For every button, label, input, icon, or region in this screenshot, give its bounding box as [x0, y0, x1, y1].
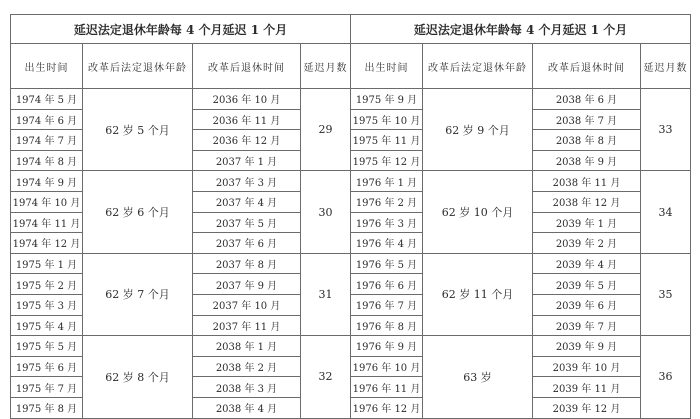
retirement-time-cell: 2039 年 2 月 [533, 233, 641, 254]
table-row [351, 171, 691, 192]
birth-time-cell: 1975 年 1 月 [11, 253, 83, 274]
retirement-age-cell: 62 岁 9 个月 [423, 89, 533, 171]
delay-months-cell: 35 [641, 253, 691, 335]
retirement-time-cell: 2037 年 11 月 [193, 315, 301, 336]
retirement-time-cell: 2039 年 12 月 [533, 397, 641, 418]
delay-months-cell: 34 [641, 171, 691, 253]
retirement-time-cell: 2039 年 5 月 [533, 274, 641, 295]
table-row [11, 336, 351, 357]
retirement-time-cell: 2039 年 6 月 [533, 294, 641, 315]
retirement-time-cell: 2037 年 5 月 [193, 212, 301, 233]
retirement-time-cell: 2039 年 10 月 [533, 356, 641, 377]
retirement-time-cell: 2039 年 7 月 [533, 315, 641, 336]
retirement-age-cell: 62 岁 10 个月 [423, 171, 533, 253]
table-body [11, 89, 351, 419]
birth-time-cell: 1976 年 8 月 [351, 315, 423, 336]
birth-time-cell: 1974 年 11 月 [11, 212, 83, 233]
birth-time-cell: 1976 年 5 月 [351, 253, 423, 274]
retirement-time-cell: 2037 年 3 月 [193, 171, 301, 192]
birth-time-cell: 1975 年 9 月 [351, 89, 423, 110]
retirement-age-cell: 62 岁 5 个月 [83, 89, 193, 171]
retirement-age-cell: 62 岁 7 个月 [83, 253, 193, 335]
birth-time-cell: 1975 年 4 月 [11, 315, 83, 336]
retirement-age-cell: 62 岁 8 个月 [83, 336, 193, 418]
table-panel-right [350, 14, 690, 419]
birth-time-cell: 1975 年 8 月 [11, 397, 83, 418]
table-row [351, 253, 691, 274]
retirement-table-right [350, 14, 691, 419]
retirement-table-left [10, 14, 351, 419]
header-retirement-time: 改革后退休时间 [533, 44, 641, 89]
retirement-time-cell: 2039 年 1 月 [533, 212, 641, 233]
birth-time-cell: 1974 年 6 月 [11, 109, 83, 130]
retirement-time-cell: 2037 年 9 月 [193, 274, 301, 295]
retirement-time-cell: 2039 年 11 月 [533, 377, 641, 398]
delay-months-cell: 32 [301, 336, 351, 418]
table-panel-left [10, 14, 350, 419]
birth-time-cell: 1975 年 6 月 [11, 356, 83, 377]
retirement-time-cell: 2038 年 1 月 [193, 336, 301, 357]
birth-time-cell: 1974 年 12 月 [11, 233, 83, 254]
table-row [351, 89, 691, 110]
retirement-time-cell: 2037 年 10 月 [193, 294, 301, 315]
retirement-time-cell: 2038 年 9 月 [533, 150, 641, 171]
delay-months-cell: 33 [641, 89, 691, 171]
birth-time-cell: 1975 年 10 月 [351, 109, 423, 130]
birth-time-cell: 1974 年 10 月 [11, 191, 83, 212]
header-delay-months: 延迟月数 [301, 44, 351, 89]
header-birth-time: 出生时间 [351, 44, 423, 89]
birth-time-cell: 1976 年 10 月 [351, 356, 423, 377]
table-row [11, 89, 351, 110]
birth-time-cell: 1976 年 2 月 [351, 191, 423, 212]
table-title: 延迟法定退休年龄每 4 个月延迟 1 个月 [351, 15, 691, 44]
retirement-time-cell: 2037 年 1 月 [193, 150, 301, 171]
table-row [11, 253, 351, 274]
birth-time-cell: 1974 年 8 月 [11, 150, 83, 171]
birth-time-cell: 1975 年 12 月 [351, 150, 423, 171]
birth-time-cell: 1976 年 1 月 [351, 171, 423, 192]
retirement-age-cell: 62 岁 11 个月 [423, 253, 533, 335]
header-retirement-age: 改革后法定退休年龄 [83, 44, 193, 89]
delay-months-cell: 36 [641, 336, 691, 418]
header-retirement-age: 改革后法定退休年龄 [423, 44, 533, 89]
birth-time-cell: 1974 年 7 月 [11, 130, 83, 151]
birth-time-cell: 1976 年 4 月 [351, 233, 423, 254]
retirement-time-cell: 2037 年 6 月 [193, 233, 301, 254]
retirement-time-cell: 2036 年 10 月 [193, 89, 301, 110]
header-retirement-time: 改革后退休时间 [193, 44, 301, 89]
birth-time-cell: 1976 年 9 月 [351, 336, 423, 357]
retirement-time-cell: 2039 年 4 月 [533, 253, 641, 274]
birth-time-cell: 1976 年 3 月 [351, 212, 423, 233]
retirement-time-cell: 2038 年 7 月 [533, 109, 641, 130]
header-birth-time: 出生时间 [11, 44, 83, 89]
retirement-time-cell: 2039 年 9 月 [533, 336, 641, 357]
retirement-time-cell: 2038 年 3 月 [193, 377, 301, 398]
retirement-time-cell: 2038 年 8 月 [533, 130, 641, 151]
birth-time-cell: 1976 年 11 月 [351, 377, 423, 398]
birth-time-cell: 1975 年 3 月 [11, 294, 83, 315]
birth-time-cell: 1976 年 12 月 [351, 397, 423, 418]
birth-time-cell: 1976 年 7 月 [351, 294, 423, 315]
birth-time-cell: 1975 年 5 月 [11, 336, 83, 357]
retirement-time-cell: 2038 年 12 月 [533, 191, 641, 212]
birth-time-cell: 1976 年 6 月 [351, 274, 423, 295]
birth-time-cell: 1974 年 5 月 [11, 89, 83, 110]
retirement-time-cell: 2038 年 4 月 [193, 397, 301, 418]
delay-months-cell: 30 [301, 171, 351, 253]
delay-months-cell: 29 [301, 89, 351, 171]
retirement-age-cell: 62 岁 6 个月 [83, 171, 193, 253]
table-row [351, 336, 691, 357]
birth-time-cell: 1975 年 11 月 [351, 130, 423, 151]
table-title: 延迟法定退休年龄每 4 个月延迟 1 个月 [11, 15, 351, 44]
birth-time-cell: 1975 年 7 月 [11, 377, 83, 398]
retirement-time-cell: 2037 年 8 月 [193, 253, 301, 274]
table-row [11, 171, 351, 192]
header-delay-months: 延迟月数 [641, 44, 691, 89]
retirement-time-cell: 2037 年 4 月 [193, 191, 301, 212]
retirement-time-cell: 2036 年 12 月 [193, 130, 301, 151]
birth-time-cell: 1975 年 2 月 [11, 274, 83, 295]
table-body [351, 89, 691, 419]
retirement-time-cell: 2038 年 11 月 [533, 171, 641, 192]
retirement-time-cell: 2038 年 6 月 [533, 89, 641, 110]
retirement-time-cell: 2038 年 2 月 [193, 356, 301, 377]
retirement-age-cell: 63 岁 [423, 336, 533, 418]
retirement-time-cell: 2036 年 11 月 [193, 109, 301, 130]
delay-months-cell: 31 [301, 253, 351, 335]
birth-time-cell: 1974 年 9 月 [11, 171, 83, 192]
